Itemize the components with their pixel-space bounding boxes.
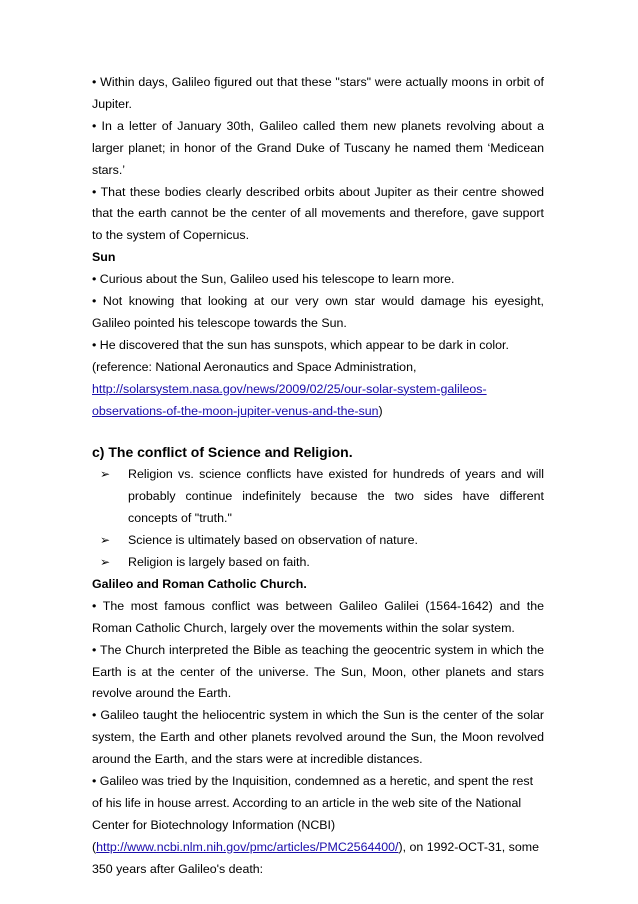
arrow-bullet-text: Science is ultimately based on observation of nature.: [128, 533, 418, 548]
reference-nasa-prefix: (reference: National Aeronautics and Space Administration,: [92, 359, 417, 374]
nasa-link-line1: http://solarsystem.nasa.gov/news/2009/02/25/our-solar-system-galileos-: [92, 381, 487, 396]
inquisition-text: • Galileo was tried by the Inquisition, condemned as a heretic, and spent the rest of his life in house arrest. According to an article in the web site of the National Center for Biotechnology Information (NCBI): [92, 774, 534, 832]
arrow-bullet-item: [100, 552, 544, 574]
arrow-bullet-list: [92, 464, 544, 574]
paragraph-sun-eyesight: • Not knowing that looking at our very own star would damage his eyesight, Galileo pointed his telescope towards the Sun.: [92, 294, 544, 330]
arrow-bullet-icon: ➢: [100, 467, 111, 482]
document-page: [92, 72, 544, 881]
paragraph-inquisition: [92, 771, 544, 881]
nasa-link-line2: observations-of-the-moon-jupiter-venus-and-the-sun: [92, 403, 379, 418]
nasa-link[interactable]: [92, 382, 487, 418]
paragraph-moons: • Within days, Galileo figured out that these "stars" were actually moons in orbit of Jupiter.: [92, 75, 544, 111]
reference-nasa: [92, 357, 544, 423]
inquisition-tail: ), on 1992-OCT-31, some 350 years after Galileo's death:: [92, 839, 539, 876]
paragraph-heliocentric: • Galileo taught the heliocentric system in which the Sun is the center of the solar system, the Earth and other planets revolved around the Sun, the Moon revolved around the Earth, and the stars were at incredible distances.: [92, 708, 544, 767]
paragraph-geocentric: • The Church interpreted the Bible as teaching the geocentric system in which the Earth is at the center of the universe. The Sun, Moon, other planets and stars revolve around the Earth.: [92, 642, 544, 701]
arrow-bullet-text: Religion vs. science conflicts have existed for hundreds of years and will probably continue indefinitely because the two sides have different concepts of "truth.": [128, 467, 544, 526]
paragraph-copernicus: • That these bodies clearly described orbits about Jupiter as their centre showed that the earth cannot be the center of all movements and therefore, gave support to the system of Copernicus.: [92, 184, 544, 243]
ncbi-open-paren: (: [92, 839, 97, 854]
arrow-bullet-item: [100, 530, 544, 552]
arrow-bullet-text: Religion is largely based on faith.: [128, 555, 310, 570]
ncbi-link[interactable]: http://www.ncbi.nlm.nih.gov/pmc/articles/PMC2564400/: [96, 839, 399, 854]
paragraph-sunspots: • He discovered that the sun has sunspots, which appear to be dark in color.: [92, 337, 509, 352]
sun-heading: Sun: [92, 250, 116, 265]
arrow-bullet-icon: ➢: [100, 555, 111, 570]
reference-nasa-close: ): [378, 403, 383, 418]
paragraph-famous-conflict: • The most famous conflict was between Galileo Galilei (1564-1642) and the Roman Catholic Church, largely over the movements within the solar system.: [92, 598, 544, 635]
church-heading: Galileo and Roman Catholic Church.: [92, 576, 307, 591]
section-heading-conflict: c) The conflict of Science and Religion.: [92, 443, 353, 460]
paragraph-medicean-stars: • In a letter of January 30th, Galileo called them new planets revolving about a larger planet; in honor of the Grand Duke of Tuscany he named them ‘Medicean stars.’: [92, 118, 544, 177]
arrow-bullet-item: [100, 464, 544, 530]
arrow-bullet-icon: ➢: [100, 533, 111, 548]
paragraph-sun-curious: • Curious about the Sun, Galileo used his telescope to learn more.: [92, 272, 455, 287]
